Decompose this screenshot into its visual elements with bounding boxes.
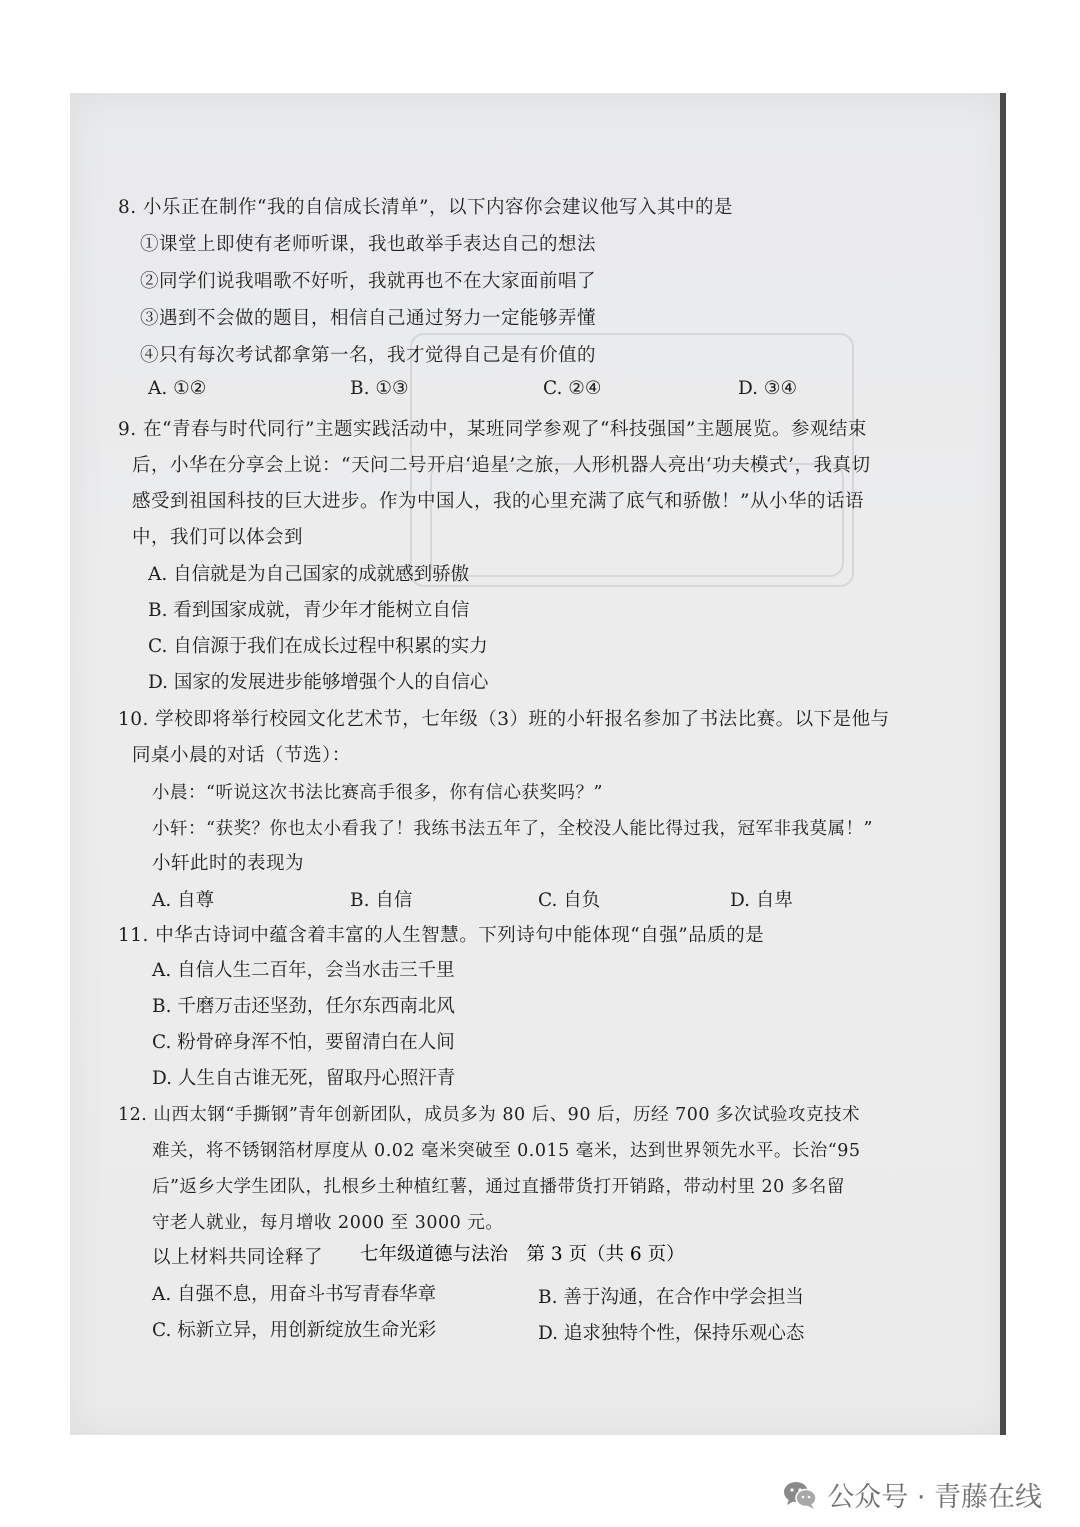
q12-line-4: 守老人就业，每月增收 2000 至 3000 元。	[152, 1213, 504, 1233]
q10-line-1: 10. 学校即将举行校园文化艺术节，七年级（3）班的小轩报名参加了书法比赛。以下是他与	[118, 709, 890, 730]
page-footer: 七年级道德与法治 第 3 页（共 6 页）	[360, 1244, 685, 1265]
q10-option-a: A. 自尊	[152, 890, 215, 911]
q9-line-4: 中，我们可以体会到	[132, 527, 304, 548]
watermark-text: 公众号 · 青藤在线	[827, 1482, 1042, 1513]
q8-option-c: C. ②④	[543, 378, 602, 399]
q9-line-2: 后，小华在分享会上说：“天问二号开启‘追星’之旅，人形机器人亮出‘功夫模式’，我真切	[132, 455, 871, 476]
q8-stem: 8. 小乐正在制作“我的自信成长清单”，以下内容你会建议他写入其中的是	[118, 197, 733, 218]
q10-dialog-2: 小轩：“获奖？你也太小看我了！我练书法五年了，全校没人能比得过我，冠军非我莫属！”	[152, 819, 873, 839]
q11-stem: 11. 中华古诗词中蕴含着丰富的人生智慧。下列诗句中能体现“自强”品质的是	[118, 925, 765, 946]
q11-option-b: B. 千磨万击还坚劲，任尔东西南北风	[152, 996, 455, 1017]
q8-option-a: A. ①②	[148, 378, 207, 399]
q10-option-c: C. 自负	[538, 890, 601, 911]
q10-line-2: 同桌小晨的对话（节选）：	[132, 745, 351, 766]
q8-item-1: ①课堂上即使有老师听课，我也敢举手表达自己的想法	[140, 234, 597, 255]
q11-option-d: D. 人生自古谁无死，留取丹心照汗青	[152, 1068, 456, 1089]
q12-line-1: 12. 山西太钢“手撕钢”青年创新团队，成员多为 80 后、90 后，历经 700 多次试验攻克技术	[118, 1105, 861, 1125]
q8-item-2: ②同学们说我唱歌不好听，我就再也不在大家面前唱了	[140, 271, 597, 292]
q9-option-c: C. 自信源于我们在成长过程中积累的实力	[148, 636, 488, 657]
q11-option-c: C. 粉骨碎身浑不怕，要留清白在人间	[152, 1032, 455, 1053]
exam-page-photo	[70, 93, 1006, 1435]
q9-option-d: D. 国家的发展进步能够增强个人的自信心	[148, 672, 489, 693]
q12-question: 以上材料共同诠释了	[152, 1247, 324, 1268]
q12-option-c: C. 标新立异，用创新绽放生命光彩	[152, 1320, 437, 1341]
watermark	[783, 1475, 1042, 1514]
q11-option-a: A. 自信人生二百年，会当水击三千里	[152, 960, 455, 981]
q10-dialog-1: 小晨：“听说这次书法比赛高手很多，你有信心获奖吗？”	[152, 783, 603, 803]
q8-option-d: D. ③④	[738, 378, 798, 399]
q9-option-a: A. 自信就是为自己国家的成就感到骄傲	[148, 564, 470, 585]
q8-item-3: ③遇到不会做的题目，相信自己通过努力一定能够弄懂	[140, 308, 597, 329]
q10-question: 小轩此时的表现为	[152, 853, 305, 874]
q10-option-b: B. 自信	[350, 890, 413, 911]
bleed-through-box	[430, 463, 844, 577]
q9-line-3: 感受到祖国科技的巨大进步。作为中国人，我的心里充满了底气和骄傲！”从小华的话语	[132, 491, 864, 512]
q12-line-2: 难关，将不锈钢箔材厚度从 0.02 毫米突破至 0.015 毫米，达到世界领先水平。长治“95	[152, 1141, 861, 1161]
q12-option-a: A. 自强不息，用奋斗书写青春华章	[152, 1284, 437, 1305]
q8-item-4: ④只有每次考试都拿第一名，我才觉得自己是有价值的	[140, 345, 597, 366]
q12-option-b: B. 善于沟通，在合作中学会担当	[538, 1287, 804, 1308]
q9-line-1: 9. 在“青春与时代同行”主题实践活动中，某班同学参观了“科技强国”主题展览。参观结束	[118, 419, 867, 440]
q12-line-3: 后”返乡大学生团队，扎根乡土种植红薯，通过直播带货打开销路，带动村里 20 多名留	[152, 1177, 845, 1197]
page-edge-shadow	[1000, 93, 1006, 1435]
q9-option-b: B. 看到国家成就，青少年才能树立自信	[148, 600, 470, 621]
wechat-icon	[783, 1480, 817, 1510]
q8-option-b: B. ①③	[350, 378, 409, 399]
q10-option-d: D. 自卑	[730, 890, 793, 911]
q12-option-d: D. 追求独特个性，保持乐观心态	[538, 1323, 805, 1344]
